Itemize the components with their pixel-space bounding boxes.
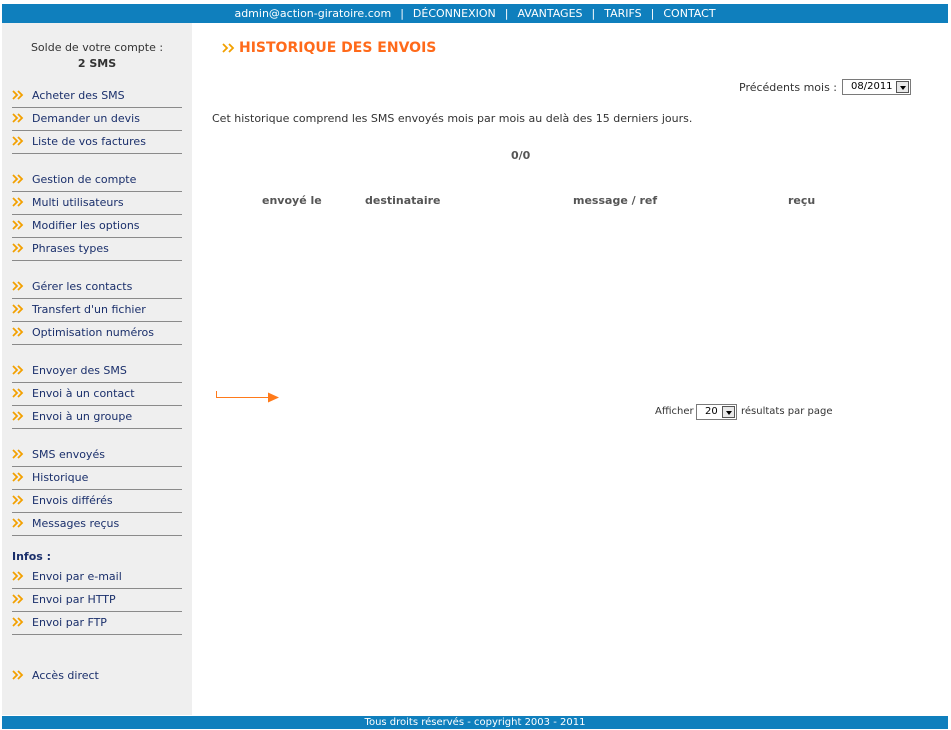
double-chevron-icon	[12, 388, 24, 398]
sidebar-item-ftp-send[interactable]	[12, 612, 182, 635]
sidebar-item-http-send[interactable]	[12, 589, 182, 612]
sidebar-item-label: Liste de vos factures	[32, 135, 146, 148]
sidebar-item-label: Optimisation numéros	[32, 326, 154, 339]
pager-prefix-label: Afficher	[655, 406, 694, 417]
nav-separator: |	[400, 7, 404, 20]
infos-section-title: Infos :	[12, 550, 52, 563]
sidebar-item-label: Transfert d'un fichier	[32, 303, 146, 316]
column-header-received: reçu	[788, 194, 816, 207]
previous-months-select[interactable]	[842, 79, 911, 95]
account-email-link[interactable]: admin@action-giratoire.com	[234, 7, 392, 20]
double-chevron-icon	[12, 365, 24, 375]
sidebar-item-label: Gestion de compte	[32, 173, 137, 186]
sidebar-item-label: Envoi par e-mail	[32, 570, 122, 583]
sidebar-item-manage-contacts[interactable]	[12, 276, 182, 299]
result-count: 0/0	[511, 149, 531, 162]
sidebar	[2, 23, 192, 715]
page-title-text: HISTORIQUE DES ENVOIS	[239, 40, 437, 56]
column-header-message-ref: message / ref	[573, 194, 658, 207]
double-chevron-icon	[12, 304, 24, 314]
top-navigation-bar	[2, 4, 948, 23]
sidebar-item-request-quote[interactable]	[12, 108, 182, 131]
sidebar-item-direct-access[interactable]	[12, 665, 182, 687]
double-chevron-icon	[222, 43, 235, 53]
double-chevron-icon	[12, 281, 24, 291]
sidebar-item-label: Messages reçus	[32, 517, 120, 530]
sidebar-item-deferred-sends[interactable]	[12, 490, 182, 513]
sidebar-item-invoices[interactable]	[12, 131, 182, 154]
history-description: Cet historique comprend les SMS envoyés mois par mois au delà des 15 derniers jours.	[212, 112, 693, 125]
sidebar-item-received-messages[interactable]	[12, 513, 182, 536]
sidebar-item-label: Demander un devis	[32, 112, 140, 125]
sidebar-item-number-optimization[interactable]	[12, 322, 182, 345]
double-chevron-icon	[12, 594, 24, 604]
double-chevron-icon	[12, 90, 24, 100]
double-chevron-icon	[12, 617, 24, 627]
account-balance	[2, 40, 192, 72]
sidebar-item-buy-sms[interactable]	[12, 85, 182, 108]
double-chevron-icon	[12, 243, 24, 253]
results-per-page-value: 20	[705, 406, 718, 417]
double-chevron-icon	[12, 495, 24, 505]
results-per-page-select[interactable]	[696, 404, 737, 420]
sidebar-item-multi-users[interactable]	[12, 192, 182, 215]
double-chevron-icon	[12, 518, 24, 528]
nav-separator: |	[504, 7, 509, 20]
double-chevron-icon	[12, 136, 24, 146]
sidebar-item-label: Envoyer des SMS	[32, 364, 127, 377]
nav-separator: |	[650, 7, 655, 20]
sidebar-item-send-sms[interactable]	[12, 360, 182, 383]
sidebar-item-send-to-group[interactable]	[12, 406, 182, 429]
double-chevron-icon	[12, 113, 24, 123]
sidebar-item-sent-sms[interactable]	[12, 444, 182, 467]
double-chevron-icon	[12, 571, 24, 581]
balance-label: Solde de votre compte :	[30, 41, 164, 54]
page-title	[222, 40, 436, 56]
double-chevron-icon	[12, 174, 24, 184]
sidebar-item-phrase-templates[interactable]	[12, 238, 182, 261]
sidebar-item-file-transfer[interactable]	[12, 299, 182, 322]
sidebar-item-email-send[interactable]	[12, 566, 182, 589]
double-chevron-icon	[12, 411, 24, 421]
double-chevron-icon	[12, 670, 24, 680]
advantages-link[interactable]: AVANTAGES	[517, 7, 583, 20]
sidebar-item-account-management[interactable]	[12, 169, 182, 192]
sidebar-item-label: Accès direct	[32, 669, 99, 682]
sidebar-item-send-to-contact[interactable]	[12, 383, 182, 406]
orange-arrow-icon	[216, 390, 282, 404]
sidebar-item-label: Phrases types	[32, 242, 109, 255]
sidebar-item-edit-options[interactable]	[12, 215, 182, 238]
double-chevron-icon	[12, 197, 24, 207]
sidebar-item-label: SMS envoyés	[32, 448, 105, 461]
chevron-down-icon[interactable]	[722, 406, 735, 418]
pricing-link[interactable]: TARIFS	[604, 7, 642, 20]
sidebar-item-label: Envoi à un contact	[32, 387, 135, 400]
nav-separator: |	[591, 7, 596, 20]
double-chevron-icon	[12, 449, 24, 459]
sidebar-item-label: Modifier les options	[32, 219, 140, 232]
sidebar-item-label: Acheter des SMS	[32, 89, 125, 102]
sidebar-item-label: Envoi par FTP	[32, 616, 107, 629]
sidebar-item-label: Envoi à un groupe	[32, 410, 133, 423]
balance-value: 2 SMS	[77, 57, 117, 70]
sidebar-item-history[interactable]	[12, 467, 182, 490]
double-chevron-icon	[12, 220, 24, 230]
previous-months-value: 08/2011	[851, 81, 893, 92]
sidebar-item-label: Multi utilisateurs	[32, 196, 124, 209]
double-chevron-icon	[12, 472, 24, 482]
column-header-sent-date: envoyé le	[262, 194, 322, 207]
footer-copyright: Tous droits réservés - copyright 2003 - 2011	[2, 716, 948, 729]
sidebar-item-label: Historique	[32, 471, 89, 484]
column-header-recipient: destinataire	[365, 194, 441, 207]
previous-months-label: Précédents mois :	[739, 81, 838, 94]
double-chevron-icon	[12, 327, 24, 337]
sidebar-item-label: Envoi par HTTP	[32, 593, 116, 606]
sidebar-item-label: Envois différés	[32, 494, 113, 507]
contact-link[interactable]: CONTACT	[663, 7, 716, 20]
sidebar-item-label: Gérer les contacts	[32, 280, 133, 293]
chevron-down-icon[interactable]	[896, 81, 909, 93]
logout-link[interactable]: DÉCONNEXION	[412, 7, 496, 20]
pager-suffix-label: résultats par page	[741, 406, 833, 417]
